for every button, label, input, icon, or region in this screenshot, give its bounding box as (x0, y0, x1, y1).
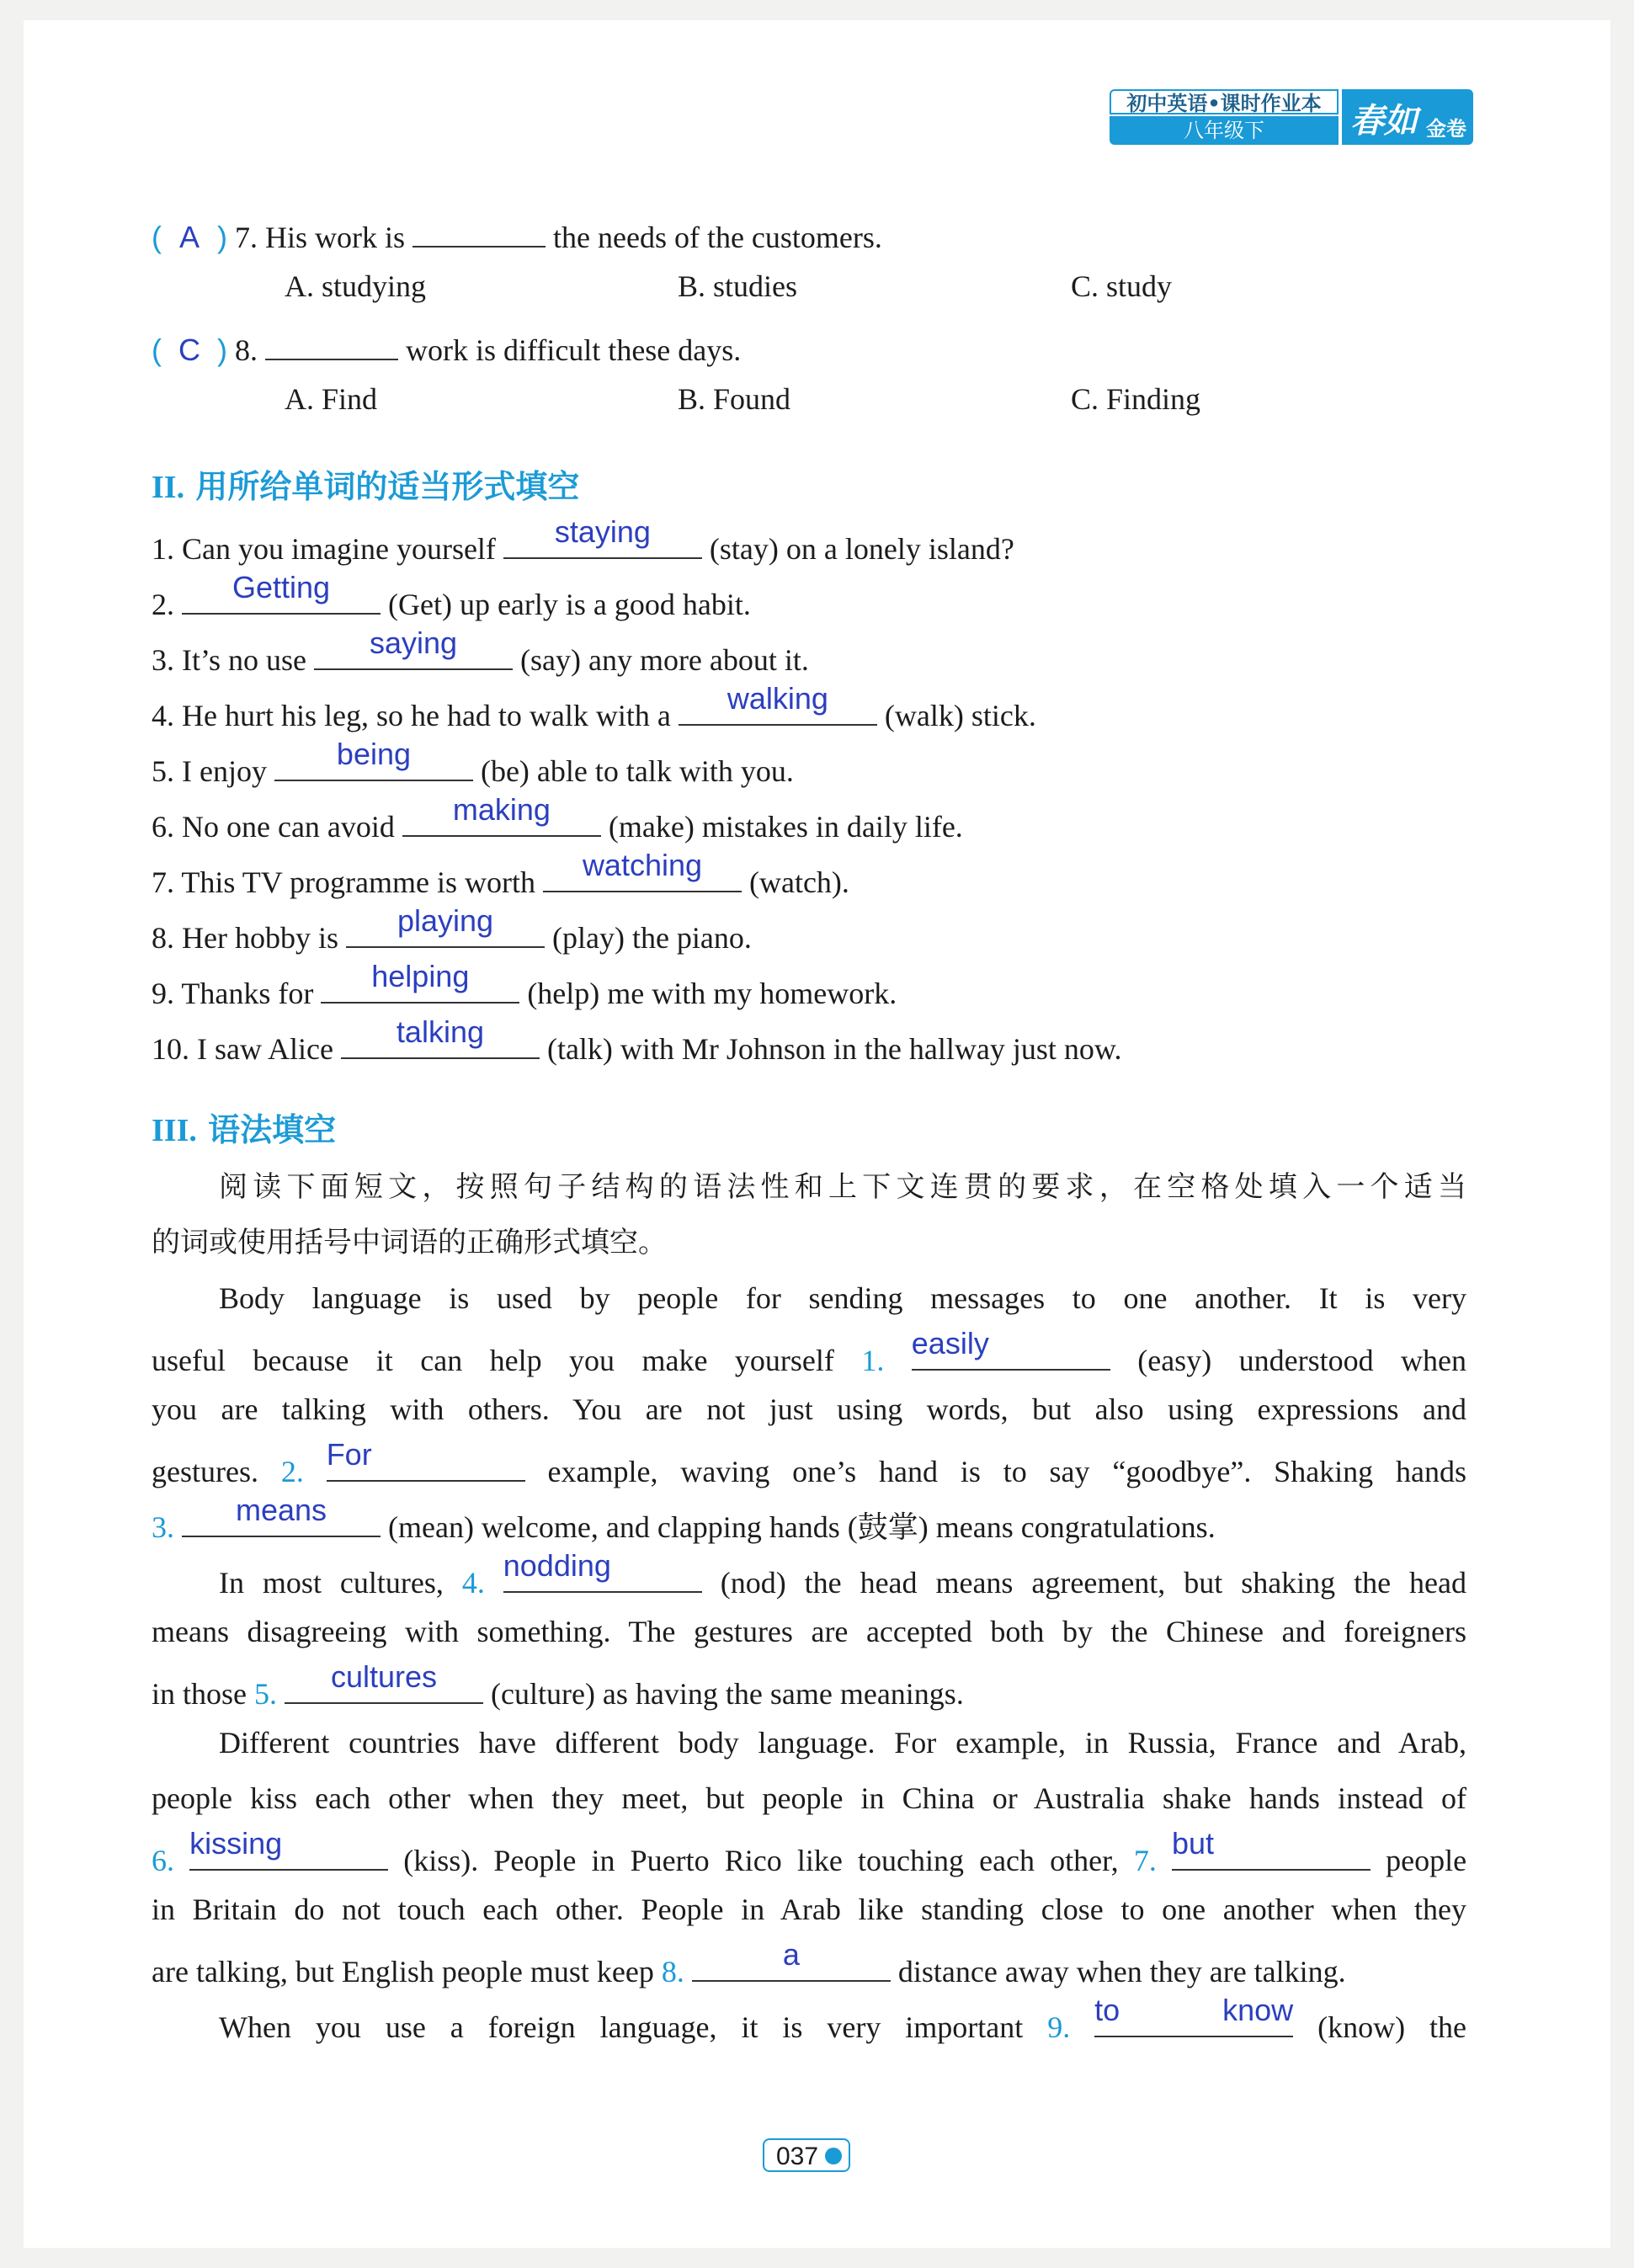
mc-question-7: ( A ) 7. His work is the needs of the customers. (152, 212, 882, 256)
blank: cultures (285, 1669, 483, 1704)
fill-item-1: 1. Can you imagine yourself staying (stay) on a lonely island? (152, 514, 1014, 566)
blank: being (274, 746, 473, 781)
blank (265, 325, 398, 360)
blank: walking (679, 690, 877, 726)
passage-line: 3. means (mean) welcome, and clapping hands (鼓掌) means congratulations. (152, 1493, 1216, 1544)
blank: For (327, 1446, 525, 1482)
passage-line: people kiss each other when they meet, but people in China or Australia shake hands instead of (152, 1781, 1466, 1815)
blank: staying (503, 524, 702, 559)
fill-item-9: 9. Thanks for helping (help) me with my homework. (152, 959, 897, 1010)
answer: C (178, 333, 200, 367)
passage-line: useful because it can help you make yourself 1. easily (easy) understood when (152, 1326, 1467, 1377)
page-number: 037 (763, 2138, 850, 2172)
passage-line: in Britain do not touch each other. People in Arab like standing close to one another when they (152, 1893, 1466, 1926)
section-2-title: II. 用所给单词的适当形式填空 (152, 468, 580, 505)
fill-item-8: 8. Her hobby is playing (play) the piano. (152, 903, 752, 955)
blank: a (692, 1946, 891, 1982)
blank: watching (543, 857, 742, 892)
option: A. Find (285, 382, 378, 416)
passage-line: In most cultures, 4. nodding (nod) the head means agreement, but shaking the head (219, 1548, 1467, 1600)
answer: A (178, 220, 200, 254)
passage-line: 6. kissing (kiss). People in Puerto Rico like touching each other, 7. but people (152, 1826, 1467, 1877)
blank: means (182, 1502, 381, 1537)
brand-sub: 金卷 (1426, 117, 1466, 141)
option: C. Finding (1071, 382, 1201, 416)
option: C. study (1071, 269, 1173, 303)
option: B. Found (678, 382, 791, 416)
question-number: 7. (235, 221, 258, 254)
fill-item-10: 10. I saw Alice talking (talk) with Mr Johnson in the hallway just now. (152, 1014, 1122, 1066)
blank (412, 212, 546, 248)
blank: nodding (503, 1557, 702, 1593)
passage-line: When you use a foreign language, it is very important 9. to know (know) the (219, 1993, 1467, 2044)
header-badge (1110, 89, 1473, 145)
fill-item-5: 5. I enjoy being (be) able to talk with you. (152, 737, 794, 788)
fill-item-4: 4. He hurt his leg, so he had to walk with a walking (walk) stick. (152, 681, 1036, 732)
question-number: 8. (235, 333, 258, 367)
instruction-line-1: 阅读下面短文，按照句子结构的语法性和上下文连贯的要求，在空格处填入一个适当 (219, 1170, 1466, 1204)
passage-line: are talking, but English people must keep 8. a distance away when they are talking. (152, 1937, 1346, 1988)
blank: easily (912, 1335, 1110, 1371)
blank: helping (321, 968, 519, 1004)
blank: talking (341, 1024, 540, 1059)
series-title: 初中英语•课时作业本 (1110, 89, 1339, 114)
stem: His work is (265, 221, 406, 254)
passage-line: Different countries have different body language. For example, in Russia, France and Arab, (219, 1726, 1466, 1760)
fill-item-3: 3. It’s no use saying (say) any more about it. (152, 626, 809, 677)
instruction-line-2: 的词或使用括号中词语的正确形式填空。 (152, 1226, 667, 1259)
brand-logo (1342, 89, 1473, 145)
blank: saying (314, 635, 513, 670)
blank: Getting (182, 579, 381, 615)
fill-item-7: 7. This TV programme is worth watching (watch). (152, 848, 849, 899)
blank: playing (346, 913, 545, 948)
mc-question-8: ( C ) 8. work is difficult these days. (152, 325, 741, 369)
passage-line: in those 5. cultures (culture) as having the same meanings. (152, 1659, 964, 1711)
blank: but (1172, 1835, 1371, 1871)
option: A. studying (285, 269, 427, 303)
passage-line: you are talking with others. You are not just using words, but also using expressions and (152, 1392, 1466, 1426)
blank: kissing (189, 1835, 388, 1871)
passage-line: gestures. 2. For example, waving one’s hand is to say “goodbye”. Shaking hands (152, 1437, 1467, 1488)
fill-item-2: 2. Getting (Get) up early is a good habit. (152, 570, 751, 621)
stem: work is difficult these days. (406, 333, 742, 367)
stem: the needs of the customers. (553, 221, 882, 254)
passage-line: Body language is used by people for sending messages to one another. It is very (219, 1281, 1466, 1315)
blank: making (402, 801, 601, 837)
section-3-title: III. 语法填空 (152, 1111, 337, 1148)
brand-main: 春如 (1350, 102, 1418, 141)
grade-label: 八年级下 (1110, 116, 1339, 145)
option: B. studies (678, 269, 798, 303)
passage-line: means disagreeing with something. The gestures are accepted both by the Chinese and foreigners (152, 1615, 1466, 1648)
blank: to know (1094, 2002, 1293, 2037)
page-dot-icon (825, 2148, 842, 2164)
fill-item-6: 6. No one can avoid making (make) mistakes in daily life. (152, 792, 963, 844)
